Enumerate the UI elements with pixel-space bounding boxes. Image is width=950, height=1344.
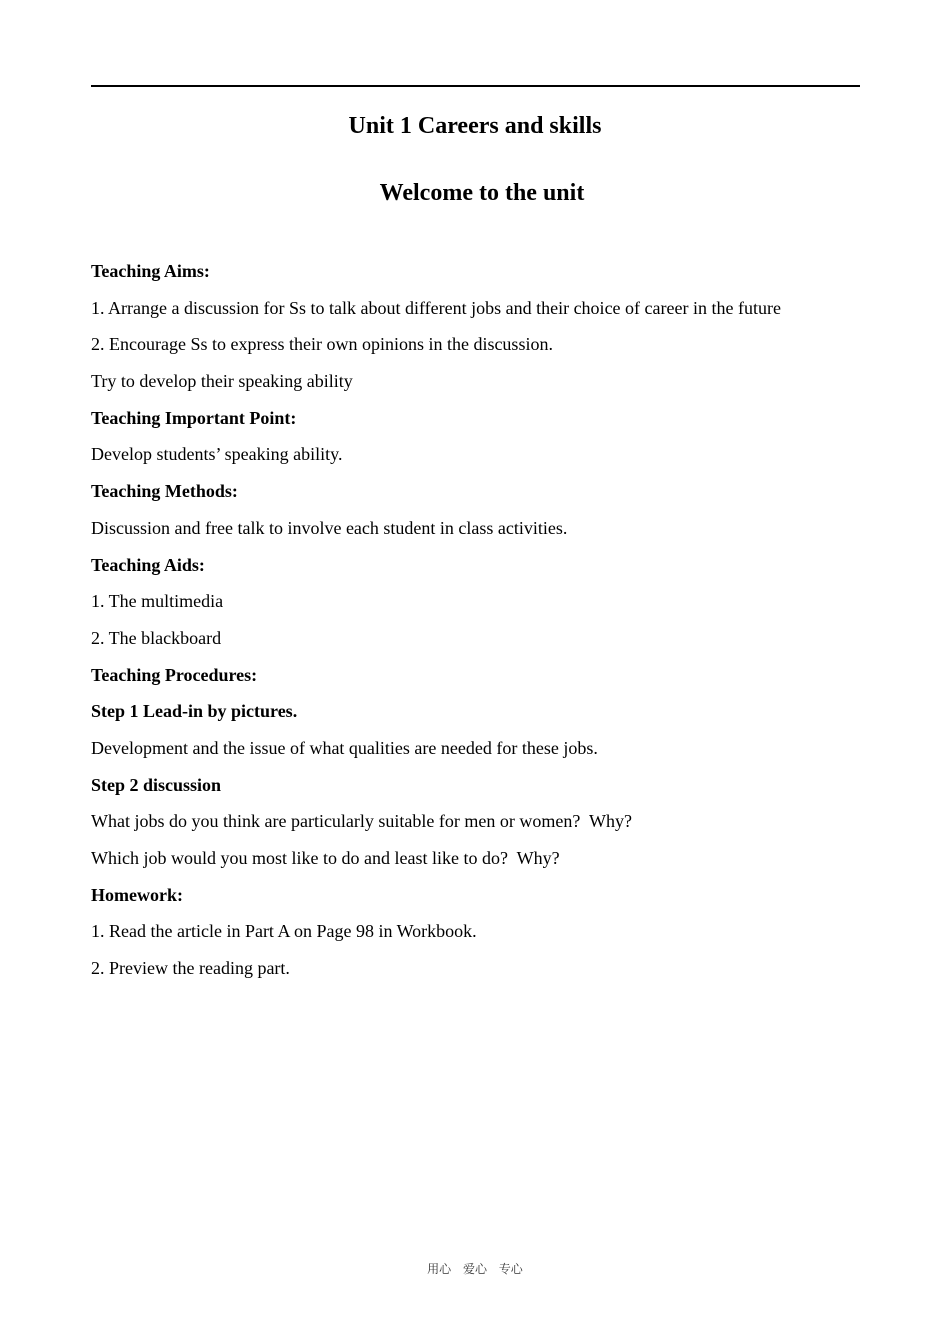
body-line: 2. Preview the reading part. xyxy=(91,958,290,979)
section-heading: Teaching Procedures: xyxy=(91,664,258,685)
section-heading: Teaching Important Point: xyxy=(91,407,297,428)
body-line: 2. The blackboard xyxy=(91,627,222,648)
section-heading: Homework: xyxy=(91,884,183,905)
body-line: Which job would you most like to do and least like to do? Why? xyxy=(91,848,560,868)
page-footer: 用心 爱心 专心 xyxy=(427,1262,523,1276)
body-line: Development and the issue of what qualities are needed for these jobs. xyxy=(91,737,598,758)
document-title: Unit 1 Careers and skills xyxy=(348,113,602,139)
body-line: What jobs do you think are particularly suitable for men or women? Why? xyxy=(91,811,633,832)
document-subtitle: Welcome to the unit xyxy=(379,180,585,206)
body-line: 2. Encourage Ss to express their own opinions in the discussion. xyxy=(91,334,553,355)
body-line: 1. The multimedia xyxy=(91,591,224,612)
section-heading: Step 1 Lead-in by pictures. xyxy=(91,701,298,722)
section-heading: Teaching Aims: xyxy=(91,261,210,281)
body-line: Develop students’ speaking ability. xyxy=(91,444,343,465)
body-line: 1. Read the article in Part A on Page 98 in Workbook. xyxy=(91,921,477,942)
document-body xyxy=(91,258,871,992)
header-rule xyxy=(91,85,860,87)
body-line: Discussion and free talk to involve each student in class activities. xyxy=(91,517,568,538)
body-line: 1. Arrange a discussion for Ss to talk about different jobs and their choice of career in the future xyxy=(91,297,781,318)
section-heading: Teaching Aids: xyxy=(91,554,205,575)
section-heading: Teaching Methods: xyxy=(91,481,238,502)
section-heading: Step 2 discussion xyxy=(91,774,222,795)
body-line: Try to develop their speaking ability xyxy=(91,371,353,392)
